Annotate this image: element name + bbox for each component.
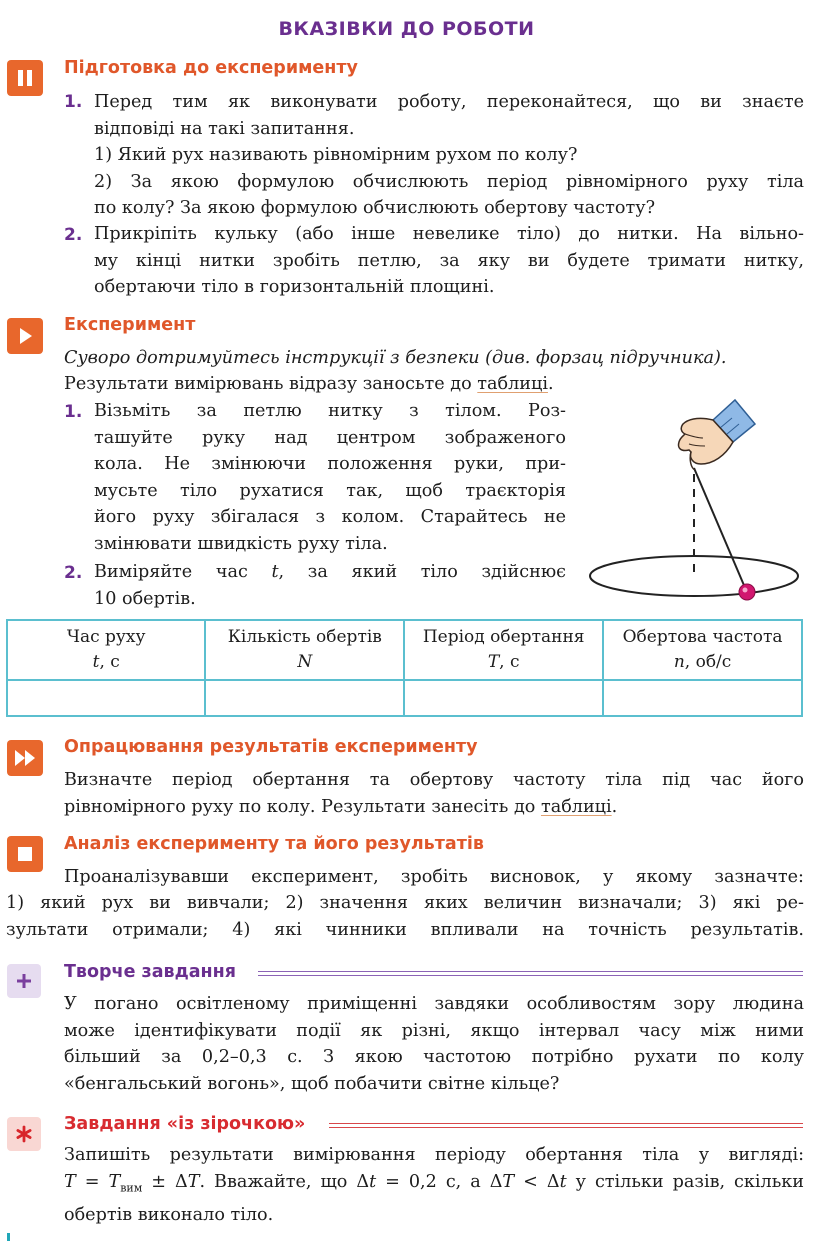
header-label: Обертова частота <box>622 627 783 647</box>
header-cell <box>205 620 404 680</box>
formula-part: T <box>187 1171 200 1192</box>
question-2-line: по колу? За якою формулою обчислюють обертову частоту? <box>94 198 655 218</box>
header-label: Час руху <box>66 627 146 647</box>
text-part: у стільки разів, скільки <box>566 1171 805 1192</box>
text-line: Прикріпіть кульку (або інше невелике тіло) до нитки. На вільно- <box>94 224 804 244</box>
formula-part: = <box>75 1171 109 1192</box>
processing-heading: Опрацювання результатів експерименту <box>64 737 478 757</box>
empty-cell[interactable] <box>603 680 802 716</box>
prep-item2-number: 2. <box>64 225 83 245</box>
prep-item2-text <box>94 221 804 301</box>
empty-cell[interactable] <box>205 680 404 716</box>
header-variable: t <box>92 652 100 672</box>
text-line: 10 обертів. <box>94 588 196 609</box>
text-line: Візьміть за петлю нитку з тілом. Роз- <box>94 401 566 421</box>
table-link[interactable]: таблиці <box>477 374 548 394</box>
formula-part: T <box>502 1171 515 1192</box>
text-line: обертів виконало тіло. <box>64 1204 274 1225</box>
page-edge-mark <box>7 1233 10 1241</box>
heading-rule <box>258 971 803 976</box>
creative-text <box>64 991 804 1097</box>
prep-item1-text <box>94 89 804 222</box>
table-row <box>7 680 802 716</box>
analysis-text-first <box>64 864 804 891</box>
ball-highlight <box>743 588 748 593</box>
header-label: Період обертання <box>422 627 585 647</box>
formula-part: ± Δ <box>142 1171 188 1192</box>
formula-part: t <box>559 1171 567 1192</box>
stop-icon <box>7 836 43 872</box>
formula-part: t <box>369 1171 377 1192</box>
processing-text <box>64 767 804 820</box>
header-variable: n <box>673 652 685 672</box>
text-line: Запишіть результати вимірювання періоду обертання тіла у вигляді: <box>64 1145 804 1165</box>
prep-heading: Підготовка до експерименту <box>64 58 358 78</box>
results-note <box>64 371 804 398</box>
pause-icon <box>7 60 43 96</box>
text-line: мусьте тіло рухатися так, щоб траєкторія <box>94 480 566 501</box>
asterisk-icon <box>7 1117 41 1151</box>
empty-cell[interactable] <box>404 680 603 716</box>
trajectory-circle <box>590 556 798 596</box>
header-unit: , с <box>499 652 520 672</box>
table-header-row <box>7 620 802 680</box>
experiment-item1-text <box>94 398 566 557</box>
text-line: му кінці нитки зробіть петлю, за яку ви будете тримати нитку, <box>94 250 804 271</box>
experiment-heading: Експеримент <box>64 315 196 335</box>
analysis-heading: Аналіз експерименту та його результатів <box>64 834 484 854</box>
analysis-text-rest <box>6 890 804 943</box>
text-part: . Вважайте, що Δ <box>199 1171 370 1192</box>
results-period: . <box>547 374 554 394</box>
formula-subscript: вим <box>120 1181 143 1195</box>
text-line: ташуйте руку над центром зображеного <box>94 427 566 448</box>
empty-cell[interactable] <box>7 680 205 716</box>
header-cell <box>404 620 603 680</box>
text-line: змінювати швидкість руху тіла. <box>94 533 388 554</box>
experiment-item1-number: 1. <box>64 402 83 422</box>
text-line: Проаналізувавши експеримент, зробіть висновок, у якому зазначте: <box>64 867 804 887</box>
creative-heading: Творче завдання <box>64 962 236 982</box>
results-text: Результати вимірювань відразу заносьте до <box>64 374 478 394</box>
text-line: відповіді на такі запитання. <box>94 118 355 139</box>
text-part: = 0,2 с, а Δ <box>376 1171 503 1192</box>
question-2-line: 2) За якою формулою обчислюють період рівномірного руху тіла <box>94 171 804 192</box>
formula-part: T <box>64 1171 76 1192</box>
play-icon <box>7 318 43 354</box>
text-line: 1) який рух ви вивчали; 2) значення яких величин визначали; 3) які ре- <box>6 893 804 913</box>
heading-rule <box>329 1123 803 1128</box>
star-text <box>64 1142 804 1228</box>
experiment-item2-number: 2. <box>64 563 83 583</box>
header-cell <box>7 620 205 680</box>
text-line: У погано освітленому приміщенні завдяки особливостям зору людина <box>64 994 804 1014</box>
safety-text: Суворо дотримуйтесь інструкції з безпеки (див. форзац підручника). <box>64 348 727 368</box>
star-heading: Завдання «із зірочкою» <box>64 1114 306 1134</box>
header-label: Кількість обертів <box>227 627 382 647</box>
text-line: може ідентифікувати події як різні, якщо інтервал часу між ними <box>64 1020 804 1041</box>
header-unit: , об/с <box>684 652 732 672</box>
table-link[interactable]: таблиці <box>540 796 612 817</box>
page-title: ВКАЗІВКИ ДО РОБОТИ <box>278 18 535 40</box>
time-variable: t <box>271 562 279 582</box>
question-1: 1) Який рух називають рівномірним рухом по колу? <box>94 145 578 165</box>
hand-icon <box>678 400 755 470</box>
ball <box>739 584 755 600</box>
header-unit: , с <box>99 652 120 672</box>
text-part: . <box>611 796 618 817</box>
text-line: Визначте період обертання та обертову частоту тіла під час його <box>64 770 804 790</box>
prep-item1-number: 1. <box>64 92 83 112</box>
results-table <box>6 619 803 717</box>
text-part: рівномірного руху по колу. Результати занесіть до <box>64 796 541 817</box>
text-line: кола. Не змінюючи положення руки, при- <box>94 454 566 474</box>
text-part: , за який тіло здійснює <box>278 562 566 582</box>
formula-part: T <box>108 1171 121 1192</box>
text-line: більший за 0,2–0,3 с. З якою частотою потрібно рухати по колу <box>64 1047 804 1067</box>
text-line: «бенгальський вогонь», щоб побачити світне кільце? <box>64 1073 560 1094</box>
text-part: Виміряйте час <box>94 562 272 582</box>
string <box>694 468 746 590</box>
plus-icon <box>7 964 41 998</box>
experiment-illustration <box>585 398 807 610</box>
fast-forward-icon <box>7 740 43 776</box>
header-cell <box>603 620 802 680</box>
experiment-item2-text <box>94 559 566 612</box>
text-line: обертаючи тіло в горизонтальній площині. <box>94 277 495 297</box>
text-line: Перед тим як виконувати роботу, переконайтеся, що ви знаєте <box>94 92 804 112</box>
safety-note <box>64 345 804 372</box>
header-variable: T <box>487 652 500 672</box>
header-variable: N <box>297 652 313 672</box>
text-line: його руху збігалася з колом. Старайтесь не <box>94 507 566 527</box>
formula-part: < Δ <box>514 1171 560 1192</box>
text-line: зультати отримали; 4) які чинники впливали на точність результатів. <box>6 919 804 940</box>
